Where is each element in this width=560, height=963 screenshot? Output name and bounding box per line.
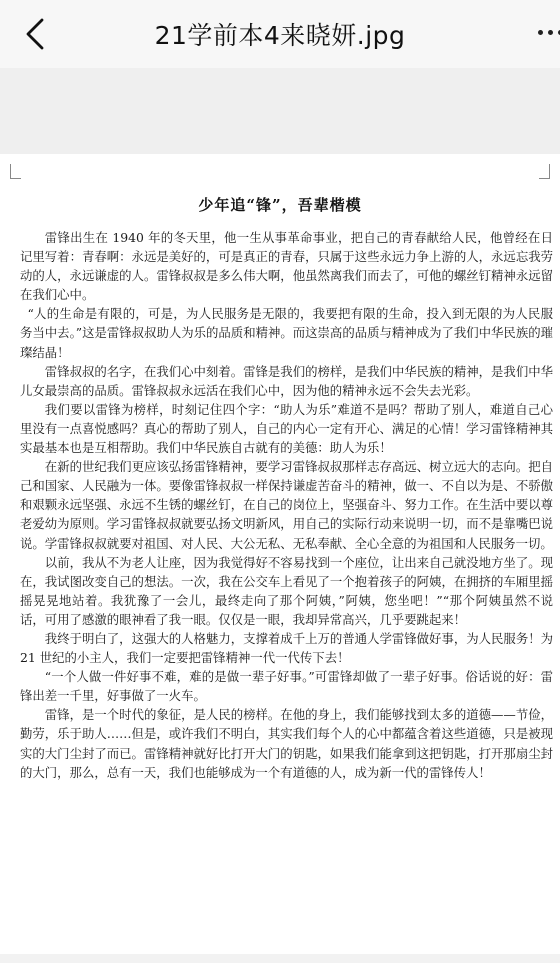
- paragraph: 雷锋出生在 1940 年的冬天里，他一生从事革命事业，把自己的青春献给人民，他曾经在日记里写着：青春啊：永远是美好的，可是真正的青春，只属于这些永远力争上游的人，永远忘我劳动的人，永远谦虚的人。雷锋叔叔是多么伟大啊，他虽然离我们而去了，可他的螺丝钉精神永远留在我们心中。: [20, 230, 553, 303]
- more-horizontal-icon: [538, 30, 543, 35]
- paragraph: 在新的世纪我们更应该弘扬雷锋精神，要学习雷锋叔叔那样志存高远、树立远大的志向。把自己和国家、人民融为一体。要像雷锋叔叔一样保持谦虚苦奋斗的精神，做一、不自以为是、不骄傲和艰颗永远坚强、永远不生锈的螺丝钉，在自己的岗位上，坚强奋斗、努力工作。在生活中要以尊老爱幼为原则。学习雷锋叔叔就要弘扬文明新风，用自己的实际行动来说明一切，而不是靠嘴巴说说。学雷锋叔叔就要对祖国、对人民、大公无私、无私奉献、全心全意的为祖国和人民服务一切。: [20, 459, 553, 551]
- paragraph: “一个人做一件好事不难，难的是做一辈子好事。”可雷锋却做了一辈子好事。俗话说的好：雷锋出差一千里，好事做了一火车。: [20, 669, 553, 704]
- document-body: [20, 228, 553, 782]
- paragraph: 以前，我从不为老人让座，因为我觉得好不容易找到一个座位，让出来自己就没地方坐了。现在，我试图改变自己的想法。一次，我在公交车上看见了一个抱着孩子的阿姨，在拥挤的车厢里摇摇晃晃地站着。我犹豫了一会儿，最终走向了那个阿姨，”阿姨，您坐吧！”“那个阿姨虽然不说话，可用了感激的眼神看了我一眼。仅仅是一眼，我却异常高兴，几乎要跳起来！: [20, 554, 553, 627]
- chevron-left-icon: [18, 14, 54, 54]
- paragraph: 我终于明白了，这强大的人格魅力，支撑着成千上万的普通人学雷锋做好事，为人民服务！为 21 世纪的小主人，我们一定要把雷锋精神一代一代传下去！: [20, 630, 553, 666]
- file-title: 21学前本4来晓妍.jpg: [154, 21, 406, 50]
- paragraph: 我们要以雷锋为榜样，时刻记住四个字：“助人为乐”难道不是吗？帮助了别人，难道自己心里没有一点喜悦感吗？真心的帮助了别人，自己的内心一定有开心、满足的心情！学习雷锋精神其实最基本也是互相帮助。我们中华民族自古就有的美德：助人为乐！: [20, 401, 553, 456]
- paragraph: 雷锋，是一个时代的象征，是人民的榜样。在他的身上，我们能够找到太多的道德——节俭，勤劳，乐于助人……但是，或许我们不明白，其实我们每个人的心中都蕴含着这些道德，只是被现实的大门尘封了而已。雷锋精神就好比打开大门的钥匙，如果我们能拿到这把钥匙，打开那扇尘封的大门，那么，总有一天，我们也能够成为一个有道德的人，成为新一代的雷锋传人！: [20, 707, 553, 780]
- paragraph: 雷锋叔叔的名字，在我们心中刻着。雷锋是我们的榜样，是我们中华民族的精神，是我们中华儿女最崇高的品质。雷锋叔叔永远活在我们心中，因为他的精神永远不会失去光彩。: [20, 363, 553, 398]
- image-viewer-background: [0, 68, 560, 154]
- top-bar: [0, 0, 560, 68]
- back-button[interactable]: [18, 14, 54, 54]
- crop-mark-top-right: [539, 164, 550, 179]
- more-button[interactable]: [532, 18, 560, 48]
- paragraph: “人的生命是有限的，可是，为人民服务是无限的，我要把有限的生命，投入到无限的为人民服务当中去。”这是雷锋叔叔助人为乐的品质和精神。而这崇高的品质与精神成为了我们中华民族的璀璨结晶！: [20, 306, 553, 360]
- document-title: 少年追“锋”，吾辈楷模: [198, 196, 362, 214]
- document-image[interactable]: [0, 154, 560, 954]
- crop-mark-top-left: [10, 164, 21, 179]
- bottom-background: [0, 954, 560, 963]
